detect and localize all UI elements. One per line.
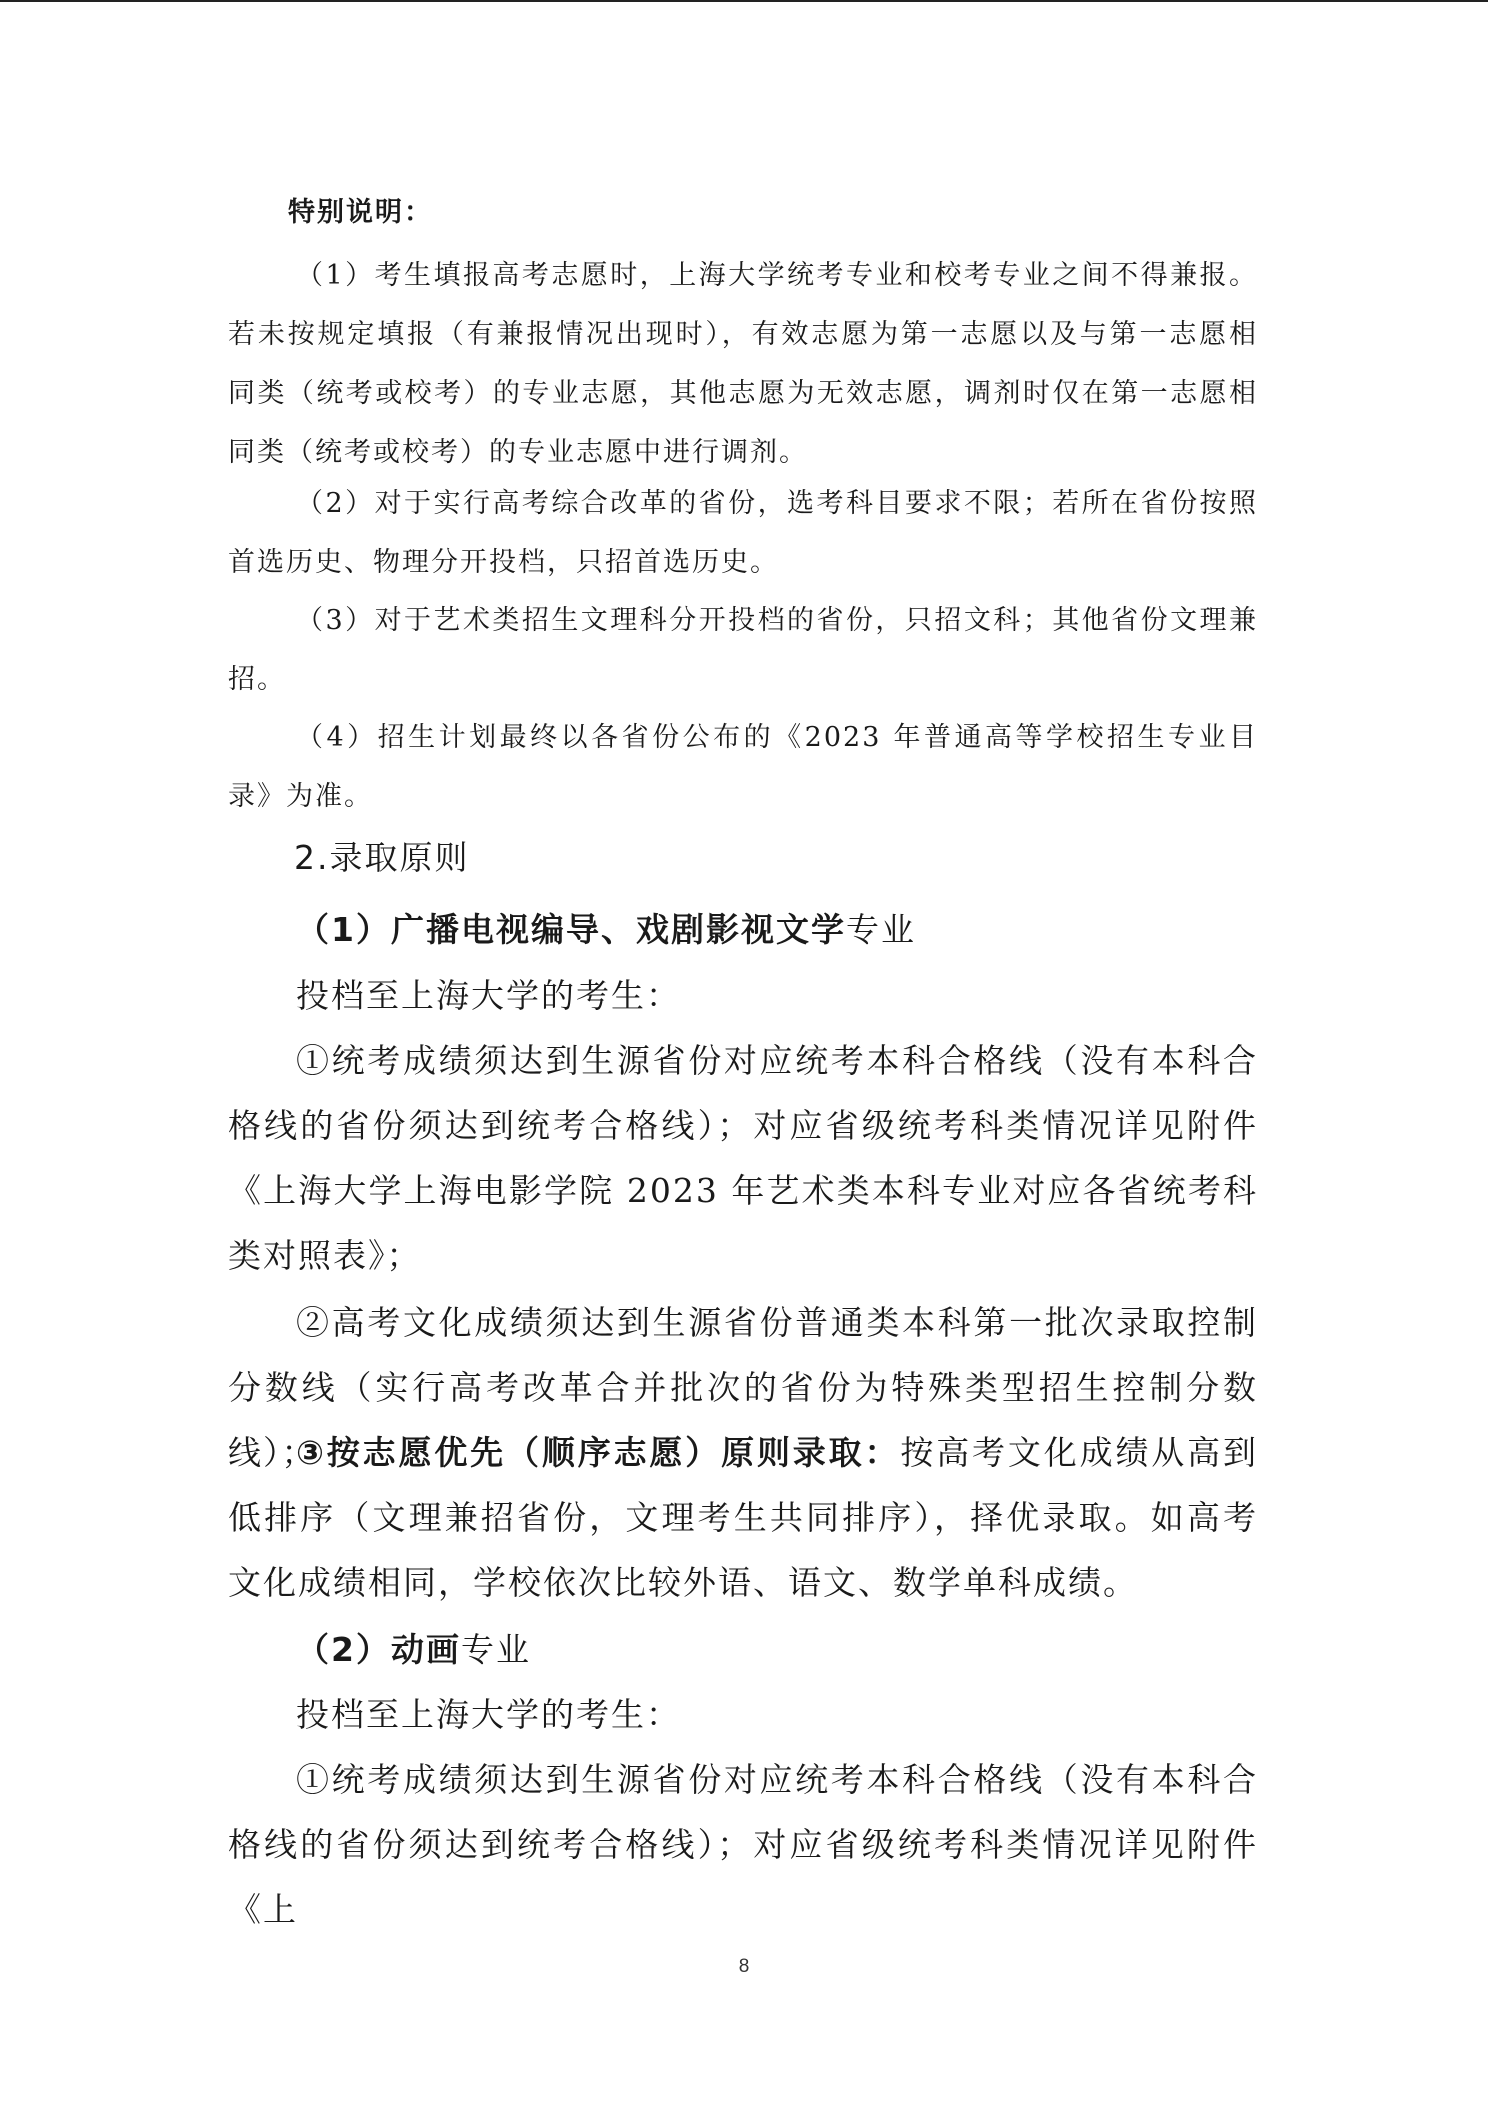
special-note-title: 特别说明： (288, 197, 433, 228)
section-2-title: 2.录取原则 (294, 838, 470, 877)
criterion-3-normal: 按高考文化成绩从高到低排序（文理兼招省份，文理考生共同排序），择优录取。如高考文化成绩相同，学校依次比较外语、语文、数学单科成绩。 (228, 1433, 1258, 1602)
special-note-item-3: （3）对于艺术类招生文理科分开投档的省份，只招文科；其他省份文理兼招。 (228, 605, 1258, 695)
subsection-2-intro: 投档至上海大学的考生： (296, 1695, 681, 1734)
subsection-2-criterion-1: ①统考成绩须达到生源省份对应统考本科合格线（没有本科合格线的省份须达到统考合格线）；对应省级统考科类情况详见附件《上 (228, 1760, 1258, 1929)
special-note-item-1: （1）考生填报高考志愿时，上海大学统考专业和校考专业之间不得兼报。若未按规定填报（有兼报情况出现时），有效志愿为第一志愿以及与第一志愿相同类（统考或校考）的专业志愿，其他志愿为无效志愿，调剂时仅在第一志愿相同类（统考或校考）的专业志愿中进行调剂。 (228, 260, 1258, 468)
subsection-1-intro: 投档至上海大学的考生： (296, 976, 681, 1015)
subsection-1-criterion-1: ①统考成绩须达到生源省份对应统考本科合格线（没有本科合格线的省份须达到统考合格线）；对应省级统考科类情况详见附件《上海大学上海电影学院 2023 年艺术类本科专业对应各省统考科类对照表》； (228, 1041, 1258, 1275)
special-note-item-4: （4）招生计划最终以各省份公布的《2023 年普通高等学校招生专业目录》为准。 (228, 722, 1258, 812)
subsection-1-title-normal: 专业 (845, 910, 916, 949)
criterion-3-bold: ③按志愿优先（顺序志愿）原则录取： (296, 1433, 901, 1472)
subsection-1-title (296, 897, 1326, 962)
subsection-2-title (296, 1617, 1326, 1682)
subsection-2-title-bold: （2）动画 (296, 1630, 461, 1669)
subsection-1-criterion-3 (228, 1420, 1258, 1615)
page-number: 8 (738, 1956, 750, 1977)
subsection-1-criterion-2: ②高考文化成绩须达到生源省份普通类本科第一批次录取控制分数线（实行高考改革合并批次的省份为特殊类型招生控制分数线）； (228, 1303, 1258, 1472)
subsection-2-title-normal: 专业 (460, 1630, 531, 1669)
subsection-1-title-bold: （1）广播电视编导、戏剧影视文学 (296, 910, 846, 949)
special-note-item-2: （2）对于实行高考综合改革的省份，选考科目要求不限；若所在省份按照首选历史、物理分开投档，只招首选历史。 (228, 488, 1258, 578)
